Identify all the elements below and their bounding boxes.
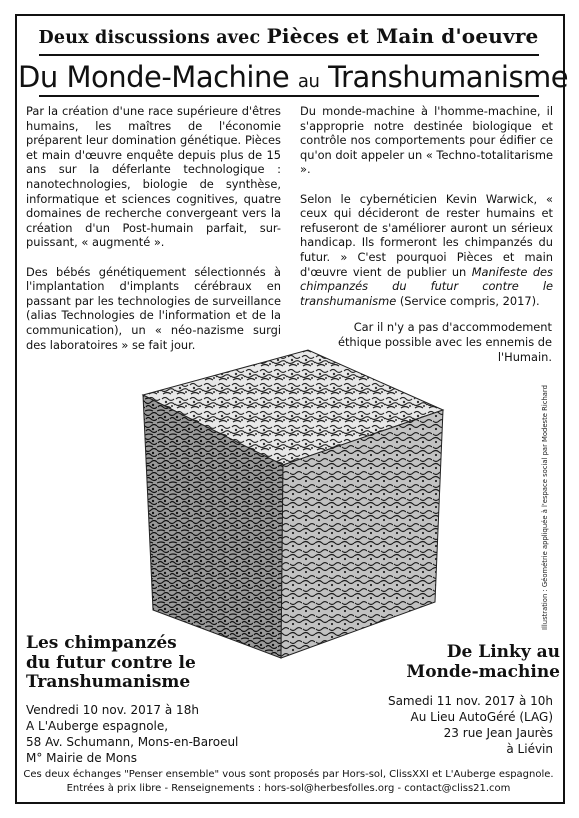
right-paragraph-1: Du monde-machine à l'homme-machine, il s'approprie notre destinée biologique et contrôle nos comportements pour édifier ce qu'on doit appeler un « Techno-totalitarisme ». [300,104,553,177]
event-left-title-line-2: du futur contre le [26,652,196,673]
footer-line-1: Ces deux échanges "Penser ensemble" vous sont proposés par Hors-sol, ClissXXI et L'Auberge espagnole. [23,769,554,780]
event-left-venue: A L'Auberge espagnole, [26,719,169,733]
title-du: Du [18,60,58,94]
title-rule-top [39,54,539,56]
footer-line-2: Entrées à prix libre - Renseignements : hors-sol@herbesfolles.org - contact@cliss21.com [66,783,511,794]
left-column [26,104,281,367]
header-prefix: Deux discussions avec [38,28,261,48]
poster-header [18,24,559,48]
right-paragraph-2 [300,192,553,309]
event-right-details [330,693,553,757]
event-left-metro: M° Mairie de Mons [26,751,138,765]
cube-illustration [133,340,453,660]
event-left-title-line-3: Transhumanisme [26,672,191,692]
title-transhumanisme: Transhumanisme [328,60,569,94]
closing-quote: Car il n'y a pas d'accommodement éthique possible avec les ennemis de l'Humain. [337,320,552,365]
illustration-credit: Illustration : Géométrie appliquée à l'espace social par Modeste Richard [541,385,549,630]
title-au: au [297,71,320,92]
right-column [300,104,553,323]
event-right-date: Samedi 11 nov. 2017 à 10h [387,694,553,708]
event-right-venue: Au Lieu AutoGéré (LAG) [410,710,553,724]
event-right-title-line-2: Monde-machine [406,661,560,682]
left-paragraph-1: Par la création d'une race supérieure d'êtres humains, les maîtres de l'économie préparent leur domination génétique. Pièces et main d'œuvre enquête depuis plus de 15 ans sur la déferlante technologique : nanotechnologies, biologie de synthèse, informatique et sciences cognitives, quatre domaines de recherche convergeant vers la création d'un Post-humain parfait, sur-puissant, « augmenté ». [26,104,281,250]
left-paragraph-2: Des bébés génétiquement sélectionnés à l'implantation d'implants cérébraux en passant par les technologies de surveillance (alias Technologies de l'information et de la communication), un « néo-nazisme surgi des laboratoires » se fait jour. [26,264,281,352]
event-left-date: Vendredi 10 nov. 2017 à 18h [26,703,199,717]
title-monde-machine: Monde-Machine [66,60,290,94]
event-left-details [26,702,286,766]
header-org: Pièces et Main d'oeuvre [266,24,539,48]
event-left-title [26,634,286,693]
event-left-title-line-1: Les chimpanzés [26,633,177,653]
event-right-city: à Liévin [506,742,553,756]
poster-footer [18,768,559,796]
event-right-address: 23 rue Jean Jaurès [443,726,553,740]
book-title: Manifeste des chimpanzés du futur contre le transhumanisme [300,264,553,308]
poster-title [18,60,569,94]
right-paragraph-2-end: (Service compris, 2017). [399,293,540,308]
right-paragraph-2-text: Selon le cybernéticien Kevin Warwick, « ceux qui décideront de rester humains et refuseront de s'améliorer auront un sérieux handicap. Ils formeront les chimpanzés du futur. » C'est pourquoi Pièces et main d'œuvre vient de publier un [300,191,553,279]
event-right-title [360,643,560,682]
title-rule-bottom [39,95,539,97]
event-right-title-line-1: De Linky au [446,642,560,662]
event-left-address: 58 Av. Schumann, Mons-en-Baroeul [26,735,239,749]
